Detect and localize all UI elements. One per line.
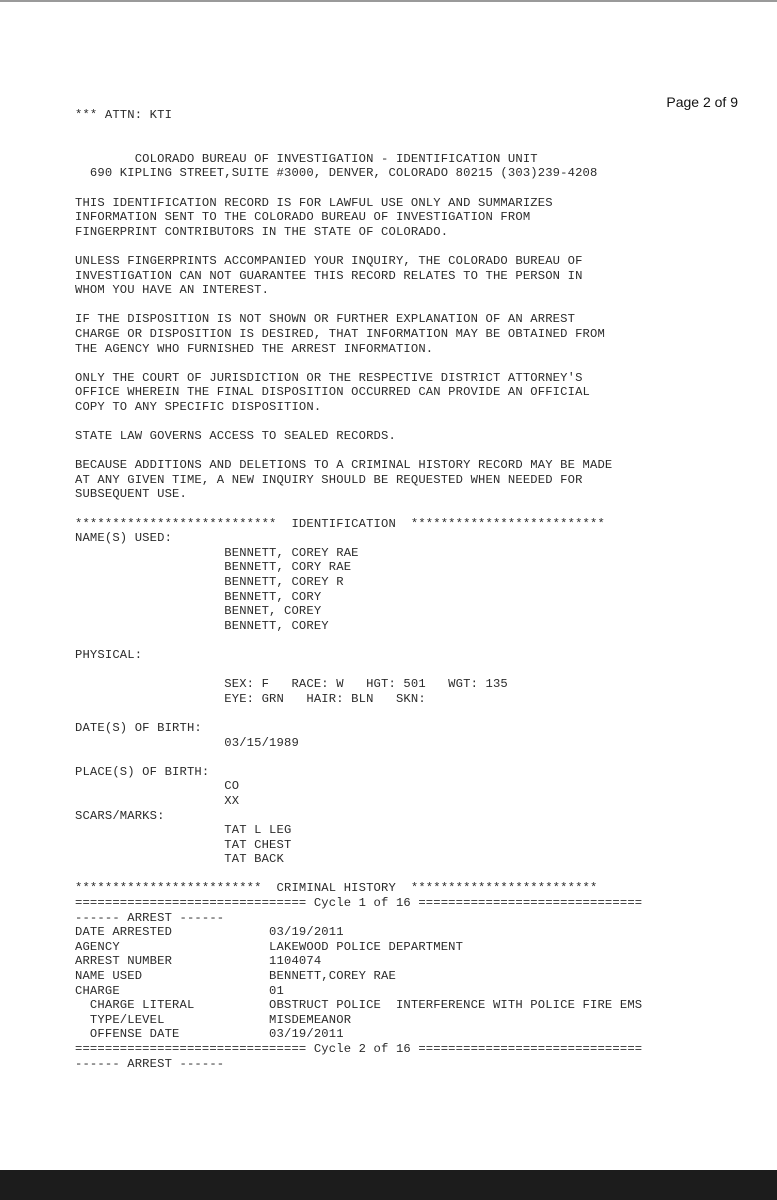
name-entry: BENNETT, CORY RAE xyxy=(75,560,352,575)
notice-line: SUBSEQUENT USE. xyxy=(75,487,187,502)
scar-entry: TAT L LEG xyxy=(75,823,292,838)
physical-label: PHYSICAL: xyxy=(75,647,143,662)
arrest-field: DATE ARRESTED 03/19/2011 xyxy=(75,925,344,940)
notice-line: CHARGE OR DISPOSITION IS DESIRED, THAT INFORMATION MAY BE OBTAINED FROM xyxy=(75,326,605,341)
top-border xyxy=(0,0,777,2)
notice-line: OFFICE WHEREIN THE FINAL DISPOSITION OCCURRED CAN PROVIDE AN OFFICIAL xyxy=(75,385,590,400)
notice-line: WHOM YOU HAVE AN INTEREST. xyxy=(75,283,270,298)
notice-line: FINGERPRINT CONTRIBUTORS IN THE STATE OF COLORADO. xyxy=(75,224,449,239)
record-document xyxy=(75,108,642,1071)
notice-line: UNLESS FINGERPRINTS ACCOMPANIED YOUR INQUIRY, THE COLORADO BUREAU OF xyxy=(75,253,583,268)
physical-line-1: SEX: F RACE: W HGT: 501 WGT: 135 xyxy=(75,677,508,692)
notice-line: COPY TO ANY SPECIFIC DISPOSITION. xyxy=(75,399,322,414)
pob-value: XX xyxy=(75,793,240,808)
notice-line: INFORMATION SENT TO THE COLORADO BUREAU OF INVESTIGATION FROM xyxy=(75,210,531,225)
name-entry: BENNETT, CORY xyxy=(75,589,322,604)
arrest-field: AGENCY LAKEWOOD POLICE DEPARTMENT xyxy=(75,939,464,954)
pob-label: PLACE(S) OF BIRTH: xyxy=(75,764,210,779)
arrest-field: ARREST NUMBER 1104074 xyxy=(75,954,322,969)
cycle-divider: =============================== Cycle 2 of 16 ============================== xyxy=(75,1042,643,1056)
notice-line: BECAUSE ADDITIONS AND DELETIONS TO A CRIMINAL HISTORY RECORD MAY BE MADE xyxy=(75,458,613,473)
arrest-field: CHARGE 01 xyxy=(75,983,284,998)
dob-value: 03/15/1989 xyxy=(75,735,299,750)
arrest-field: CHARGE LITERAL OBSTRUCT POLICE INTERFERENCE WITH POLICE FIRE EMS xyxy=(75,998,643,1013)
name-entry: BENNETT, COREY R xyxy=(75,575,344,589)
attn-line: *** ATTN: KTI xyxy=(75,108,173,122)
page-indicator: Page 2 of 9 xyxy=(666,94,738,110)
cycle-divider: =============================== Cycle 1 of 16 ============================== xyxy=(75,896,643,911)
names-label: NAME(S) USED: xyxy=(75,531,173,546)
notice-line: STATE LAW GOVERNS ACCESS TO SEALED RECORDS. xyxy=(75,429,396,444)
notice-line: THE AGENCY WHO FURNISHED THE ARREST INFORMATION. xyxy=(75,341,434,356)
arrest-field: NAME USED BENNETT,COREY RAE xyxy=(75,969,396,984)
name-entry: BENNET, COREY xyxy=(75,604,322,619)
notice-line: AT ANY GIVEN TIME, A NEW INQUIRY SHOULD BE REQUESTED WHEN NEEDED FOR xyxy=(75,472,583,487)
name-entry: BENNETT, COREY RAE xyxy=(75,545,359,560)
name-entry: BENNETT, COREY xyxy=(75,618,329,633)
notice-line: IF THE DISPOSITION IS NOT SHOWN OR FURTHER EXPLANATION OF AN ARREST xyxy=(75,312,576,327)
arrest-field: OFFENSE DATE 03/19/2011 xyxy=(75,1027,344,1042)
notice-line: INVESTIGATION CAN NOT GUARANTEE THIS RECORD RELATES TO THE PERSON IN xyxy=(75,268,583,283)
arrest-header: ------ ARREST ------ xyxy=(75,910,225,925)
arrest-header: ------ ARREST ------ xyxy=(75,1056,225,1071)
pob-value: CO xyxy=(75,779,240,794)
agency-header-line2: 690 KIPLING STREET,SUITE #3000, DENVER, COLORADO 80215 (303)239-4208 xyxy=(75,166,598,181)
agency-header-line1: COLORADO BUREAU OF INVESTIGATION - IDENTIFICATION UNIT xyxy=(75,151,538,166)
criminal-history-header: ************************* CRIMINAL HISTORY ************************* xyxy=(75,881,598,896)
scar-entry: TAT BACK xyxy=(75,852,284,867)
identification-header: *************************** IDENTIFICATION ************************** xyxy=(75,516,605,531)
notice-line: ONLY THE COURT OF JURISDICTION OR THE RESPECTIVE DISTRICT ATTORNEY'S xyxy=(75,370,583,385)
scar-entry: TAT CHEST xyxy=(75,837,292,852)
scars-label: SCARS/MARKS: xyxy=(75,808,165,823)
physical-line-2: EYE: GRN HAIR: BLN SKN: xyxy=(75,691,426,706)
bottom-bar xyxy=(0,1170,777,1200)
dob-label: DATE(S) OF BIRTH: xyxy=(75,720,202,735)
arrest-field: TYPE/LEVEL MISDEMEANOR xyxy=(75,1012,352,1027)
notice-line: THIS IDENTIFICATION RECORD IS FOR LAWFUL USE ONLY AND SUMMARIZES xyxy=(75,195,553,210)
